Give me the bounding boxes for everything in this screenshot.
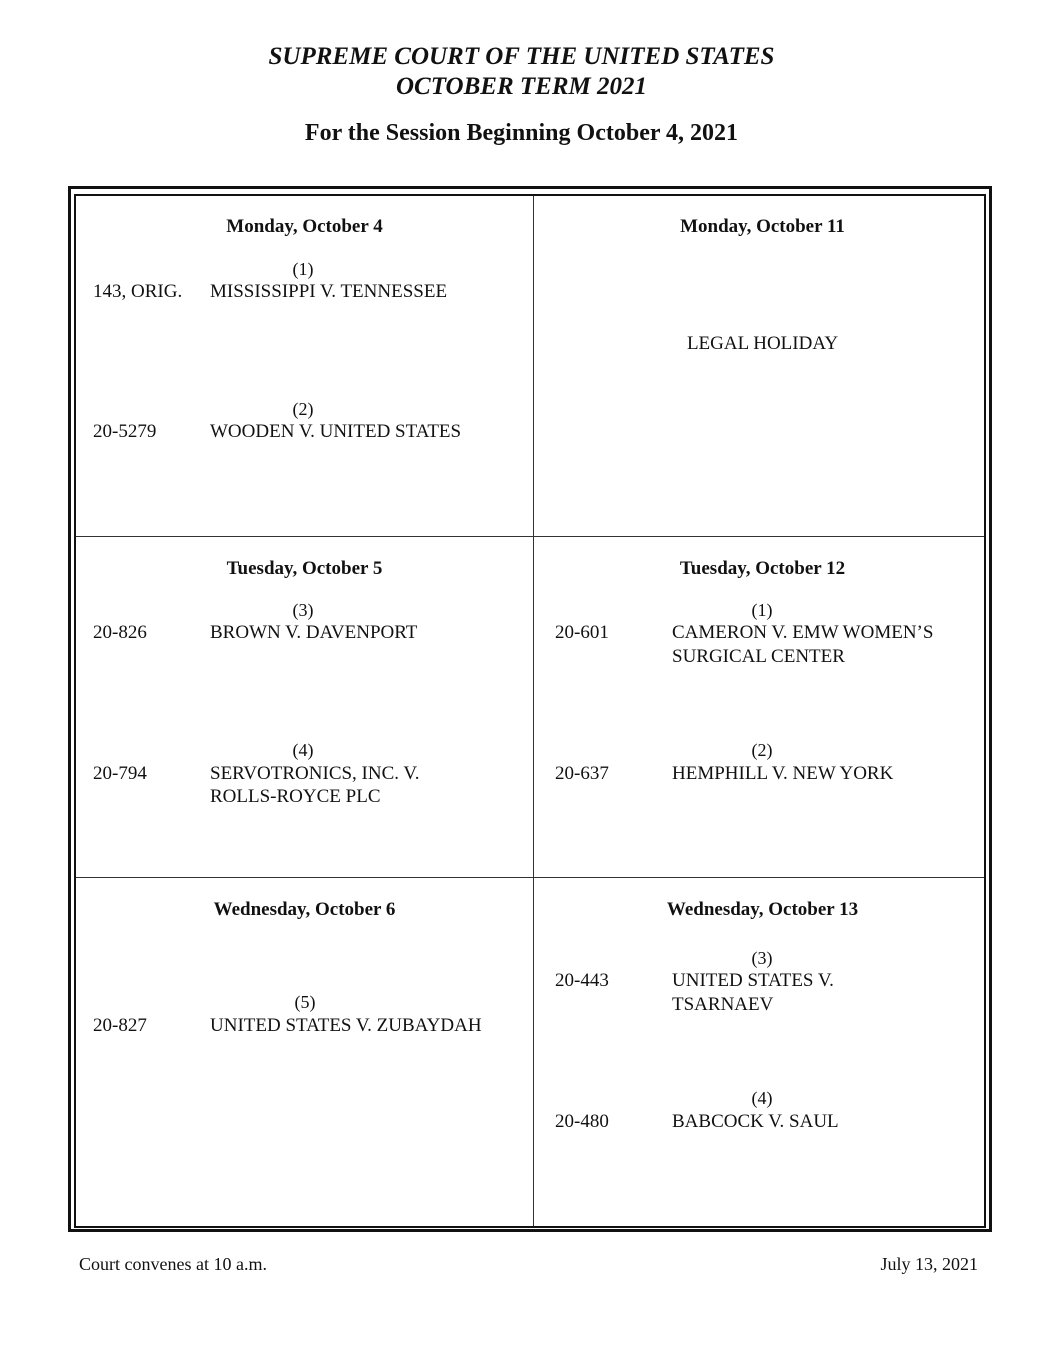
day-header-wednesday-oct6: Wednesday, October 6 xyxy=(213,899,396,920)
case-name: BROWN V. DAVENPORT xyxy=(210,622,418,643)
docket-number: 20-827 xyxy=(93,1015,147,1036)
day-header-monday-oct11: Monday, October 11 xyxy=(680,216,845,237)
argument-order: (4) xyxy=(292,740,314,760)
case-name-continued: ROLLS-ROYCE PLC xyxy=(210,786,381,807)
case-name-continued: SURGICAL CENTER xyxy=(672,646,845,667)
docket-number: 20-5279 xyxy=(93,421,157,442)
row-divider xyxy=(76,536,984,537)
case-name: WOODEN V. UNITED STATES xyxy=(210,421,462,442)
case-name-continued: TSARNAEV xyxy=(672,994,774,1015)
docket-number: 20-480 xyxy=(555,1111,609,1132)
docket-number: 20-826 xyxy=(93,622,147,643)
page-title: SUPREME COURT OF THE UNITED STATES xyxy=(268,43,775,70)
case-name: UNITED STATES V. xyxy=(672,970,834,991)
footer-date: July 13, 2021 xyxy=(880,1254,978,1274)
day-header-tuesday-oct12: Tuesday, October 12 xyxy=(679,558,846,579)
argument-order: (2) xyxy=(751,740,773,760)
legal-holiday-note: LEGAL HOLIDAY xyxy=(686,333,839,354)
docket-number: 20-601 xyxy=(555,622,609,643)
docket-number: 20-637 xyxy=(555,763,609,784)
day-header-monday-oct4: Monday, October 4 xyxy=(226,216,383,237)
case-name: HEMPHILL V. NEW YORK xyxy=(672,763,894,784)
case-name: CAMERON V. EMW WOMEN’S xyxy=(672,622,934,643)
argument-order: (1) xyxy=(751,600,773,620)
case-name: SERVOTRONICS, INC. V. xyxy=(210,763,420,784)
argument-order: (5) xyxy=(294,992,316,1012)
docket-number: 20-794 xyxy=(93,763,147,784)
argument-order: (3) xyxy=(292,600,314,620)
term-title: OCTOBER TERM 2021 xyxy=(396,73,647,100)
case-name: MISSISSIPPI V. TENNESSEE xyxy=(210,281,448,302)
session-subtitle: For the Session Beginning October 4, 2021 xyxy=(304,120,739,146)
footer-convene-time: Court convenes at 10 a.m. xyxy=(79,1254,267,1274)
case-name: UNITED STATES V. ZUBAYDAH xyxy=(210,1015,482,1036)
argument-order: (3) xyxy=(751,948,773,968)
docket-number: 143, ORIG. xyxy=(93,281,183,302)
day-header-tuesday-oct5: Tuesday, October 5 xyxy=(226,558,383,579)
day-header-wednesday-oct13: Wednesday, October 13 xyxy=(666,899,859,920)
case-name: BABCOCK V. SAUL xyxy=(672,1111,839,1132)
row-divider xyxy=(76,877,984,878)
argument-order: (1) xyxy=(292,259,314,279)
docket-number: 20-443 xyxy=(555,970,609,991)
argument-order: (2) xyxy=(292,399,314,419)
argument-order: (4) xyxy=(751,1088,773,1108)
